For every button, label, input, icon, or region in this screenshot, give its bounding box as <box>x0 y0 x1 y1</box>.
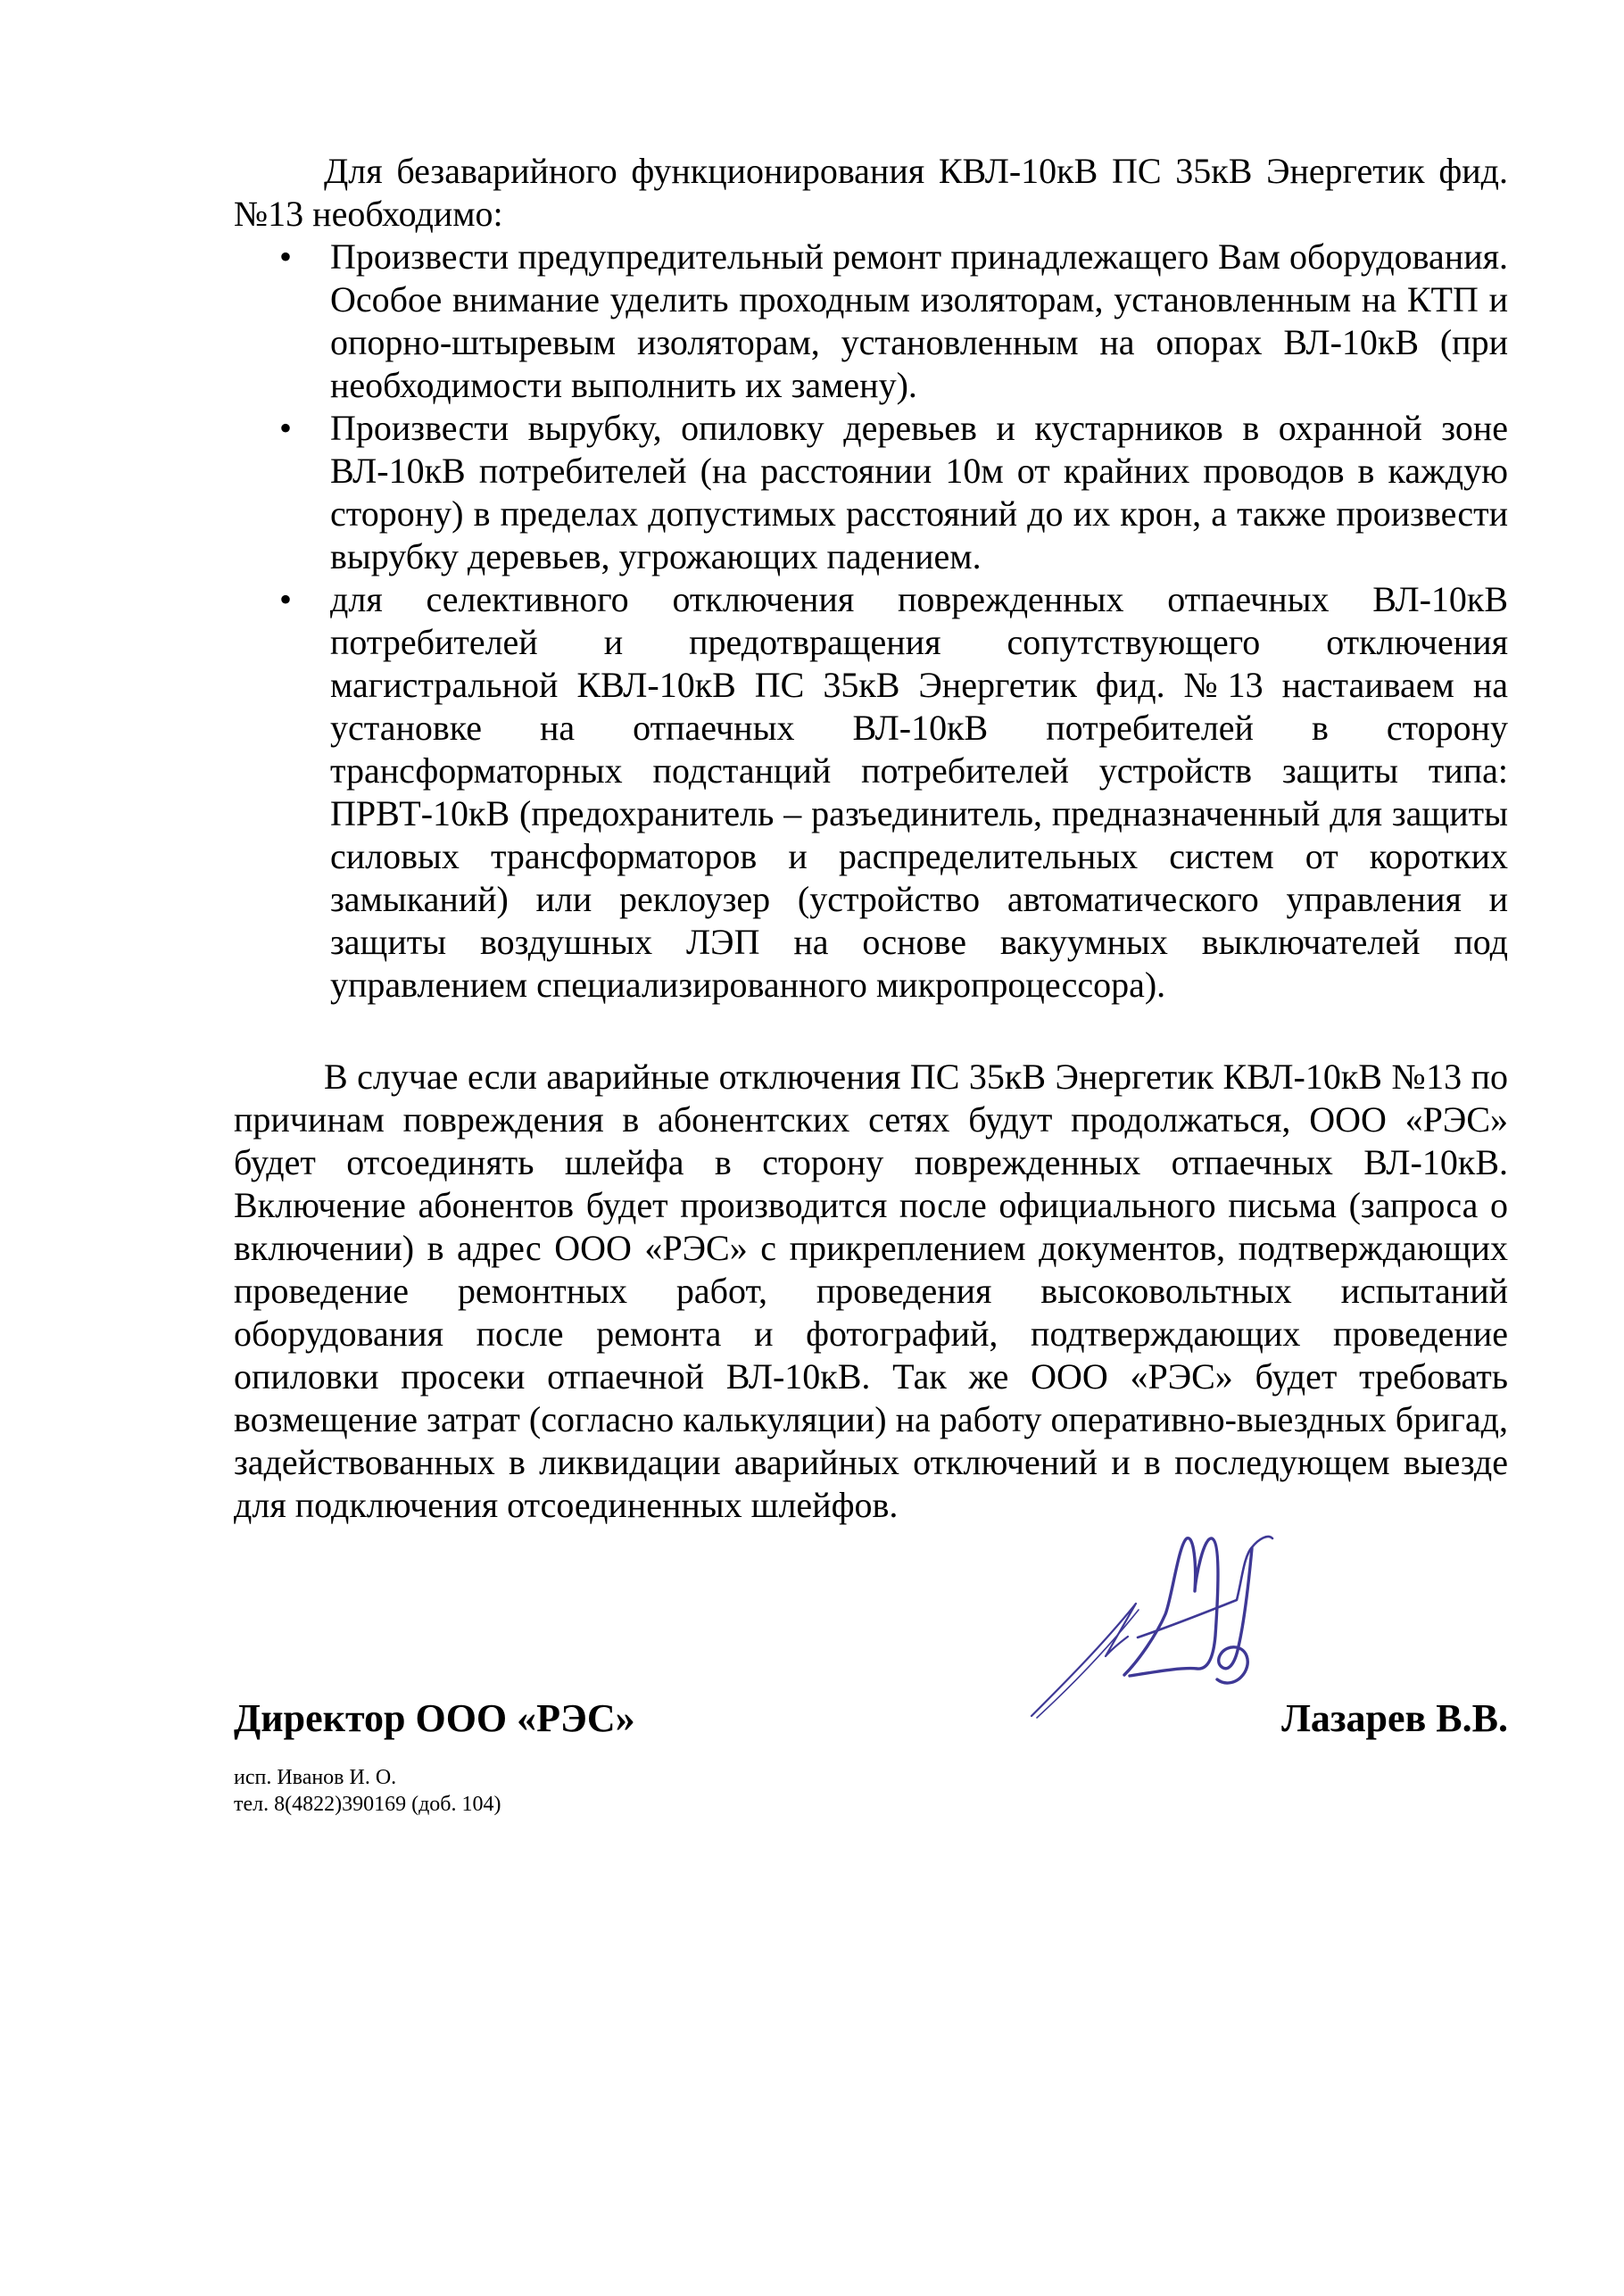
intro-paragraph: Для безаварийного функционирования КВЛ-10кВ ПС 35кВ Энергетик фид. №13 необходимо: <box>234 151 1508 234</box>
list-item: • Произвести вырубку, опиловку деревьев и кустарников в охранной зоне ВЛ-10кВ потребителей (на расстоянии 10м от крайних проводов в каждую сторону) в пределах допустимых расстояний до их крон, а также произвести вырубку деревьев, угрожающих падением. <box>330 407 1508 578</box>
consequences-paragraph: В случае если аварийные отключения ПС 35кВ Энергетик КВЛ-10кВ №13 по причинам повреждения в абонентских сетях будут продолжаться, ООО «РЭС» будет отсоединять шлейфа в сторону поврежденных отпаечных ВЛ-10кВ. Включение абонентов будет производится после официального письма (запроса о включении) в адрес ООО «РЭС» с прикреплением документов, подтверждающих проведение ремонтных работ, проведения высоковольтных испытаний оборудования после ремонта и фотографий, подтверждающих проведение опиловки просеки отпаечной ВЛ-10кВ. Так же ООО «РЭС» будет требовать возмещение затрат (согласно калькуляции) на работу оперативно-выездных бригад, задействованных в ликвидации аварийных отключений и в последующем выезде для подключения отсоединенных шлейфов. <box>234 1057 1508 1525</box>
requirements-list <box>234 236 1508 1007</box>
list-item: • для селективного отключения поврежденных отпаечных ВЛ-10кВ потребителей и предотвращения сопутствующего отключения магистральной КВЛ-10кВ ПС 35кВ Энергетик фид. №13 настаиваем на установке на отпаечных ВЛ-10кВ потребителей в сторону трансформаторных подстанций потребителей устройств защиты типа: ПРВТ-10кВ (предохранитель – разъединитель, предназначенный для защиты силовых трансформаторов и распределительных систем от коротких замыканий) или реклоузер (устройство автоматического управления и защиты воздушных ЛЭП на основе вакуумных выключателей под управлением специализированного микропроцессора). <box>330 578 1508 1007</box>
signer-title: Директор ООО «РЭС» <box>234 1696 635 1740</box>
signature-row <box>234 1696 1508 1741</box>
executor-line: исп. Иванов И. О. <box>234 1766 397 1789</box>
executor-note <box>234 1764 1508 1818</box>
executor-phone-line: тел. 8(4822)390169 (доб. 104) <box>234 1793 501 1816</box>
letter-body <box>234 150 1508 1818</box>
signer-name: Лазарев В.В. <box>1281 1696 1508 1740</box>
list-item: • Произвести предупредительный ремонт принадлежащего Вам оборудования. Особое внимание уделить проходным изоляторам, установленным на КТП и опорно-штыревым изоляторам, установленным на опорах ВЛ-10кВ (при необходимости выполнить их замену). <box>330 236 1508 407</box>
